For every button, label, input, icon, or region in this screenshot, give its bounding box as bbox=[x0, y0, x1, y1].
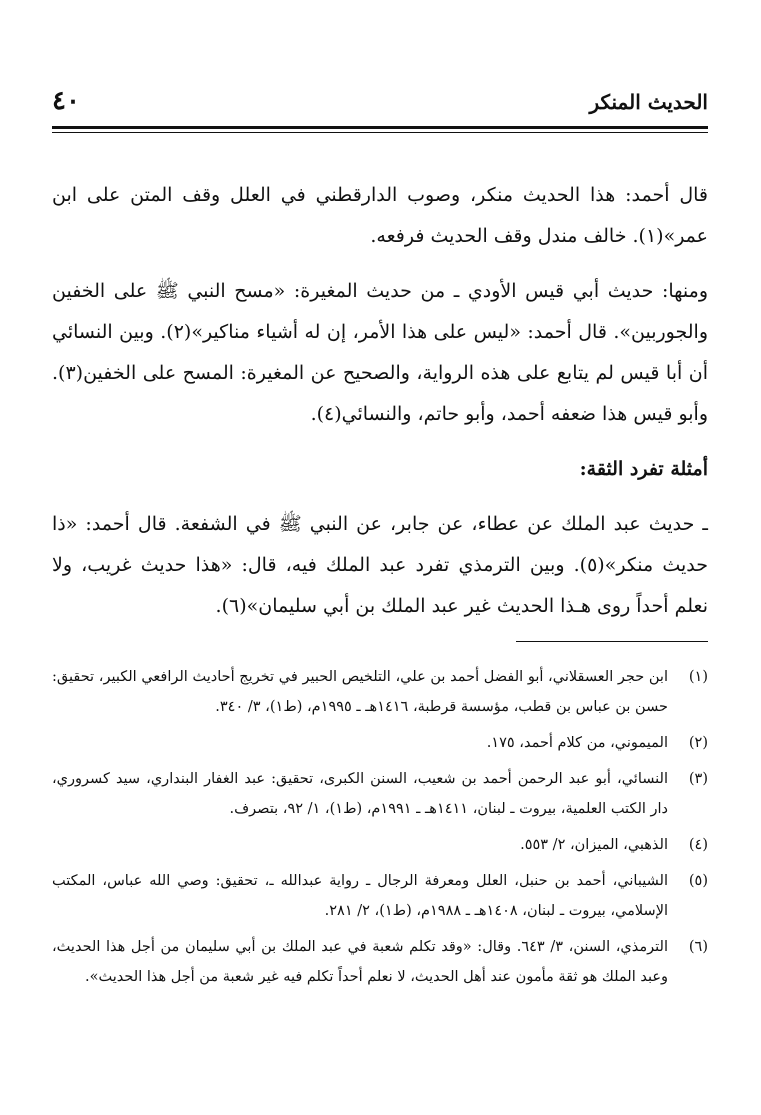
footnote bbox=[52, 866, 708, 926]
paragraph: ـ حديث عبد الملك عن عطاء، عن جابر، عن النبي ﷺ في الشفعة. قال أحمد: «ذا حديث منكر»(٥). وبين الترمذي تفرد عبد الملك فيه، قال: «هذا حديث غريب، ولا نعلم أحداً روى هـذا الحديث غير عبد الملك بن أبي سليمان»(٦). bbox=[52, 513, 708, 617]
footnote bbox=[52, 662, 708, 722]
footnote-number: (٤) bbox=[688, 837, 708, 853]
footnote bbox=[52, 932, 708, 992]
footnote bbox=[52, 728, 708, 758]
footnote-number: (٥) bbox=[688, 873, 708, 889]
footnote-text: الذهبي، الميزان، ٢/ ٥٥٣. bbox=[520, 837, 668, 853]
footnote-number: (٦) bbox=[688, 939, 708, 955]
footnote-text: الشيباني، أحمد بن حنبل، العلل ومعرفة الرجال ـ رواية عبدالله ـ، تحقيق: وصي الله عباس، المكتب الإسلامي، بيروت ـ لبنان، ١٤٠٨هـ ـ ١٩٨٨م، (ط١)، ٢/ ٢٨١. bbox=[52, 873, 668, 919]
footnote-text: الميموني، من كلام أحمد، ١٧٥. bbox=[486, 735, 668, 751]
footnote bbox=[52, 764, 708, 824]
page-header bbox=[52, 80, 708, 129]
footnote-text: الترمذي، السنن، ٣/ ٦٤٣. وقال: «وقد تكلم شعبة في عبد الملك بن أبي سليمان من أجل هذا الحديث، وعبد الملك هو ثقة مأمون عند أهل الحديث، لا نعلم أحداً تكلم فيه غير شعبة من أجل هذا الحديث». bbox=[52, 939, 668, 985]
paragraph: قال أحمد: هذا الحديث منكر، وصوب الدارقطني في العلل وقف المتن على ابن عمر»(١). خالف مندل وقف الحديث فرفعه. bbox=[52, 184, 708, 247]
footnote-number: (١) bbox=[688, 669, 708, 685]
footnote-text: ابن حجر العسقلاني، أبو الفضل أحمد بن علي، التلخيص الحبير في تخريج أحاديث الرافعي الكبير، تحقيق: حسن بن عباس بن قطب، مؤسسة قرطبة، ١٤١٦هـ ـ ١٩٩٥م، (ط١)، ٣/ ٣٤٠. bbox=[52, 669, 668, 715]
footnote bbox=[52, 830, 708, 860]
section-heading: أمثلة تفرد الثقة: bbox=[579, 458, 708, 480]
page-number: ٤٠ bbox=[52, 86, 80, 116]
main-text bbox=[52, 175, 708, 627]
footnote-number: (٣) bbox=[688, 771, 708, 787]
running-title: الحديث المنكر bbox=[589, 90, 708, 114]
footnote-number: (٢) bbox=[688, 735, 708, 751]
paragraph: ومنها: حديث أبي قيس الأودي ـ من حديث المغيرة: «مسح النبي ﷺ على الخفين والجوربين». قال أحمد: «ليس على هذا الأمر، إن له أشياء مناكير»(٢). وبين النسائي أن أبا قيس لم يتابع على هذه الرواية، والصحيح عن المغيرة: المسح على الخفين(٣). وأبو قيس هذا ضعفه أحمد، وأبو حاتم، والنسائي(٤). bbox=[52, 280, 708, 425]
footnote-separator bbox=[516, 641, 708, 642]
footnote-text: النسائي، أبو عبد الرحمن أحمد بن شعيب، السنن الكبرى، تحقيق: عبد الغفار البنداري، سيد كسروري، دار الكتب العلمية، بيروت ـ لبنان، ١٤١١هـ ـ ١٩٩١م، (ط١)، ١/ ٩٢، بتصرف. bbox=[52, 771, 668, 817]
footnotes bbox=[52, 662, 708, 992]
book-page bbox=[52, 80, 708, 998]
